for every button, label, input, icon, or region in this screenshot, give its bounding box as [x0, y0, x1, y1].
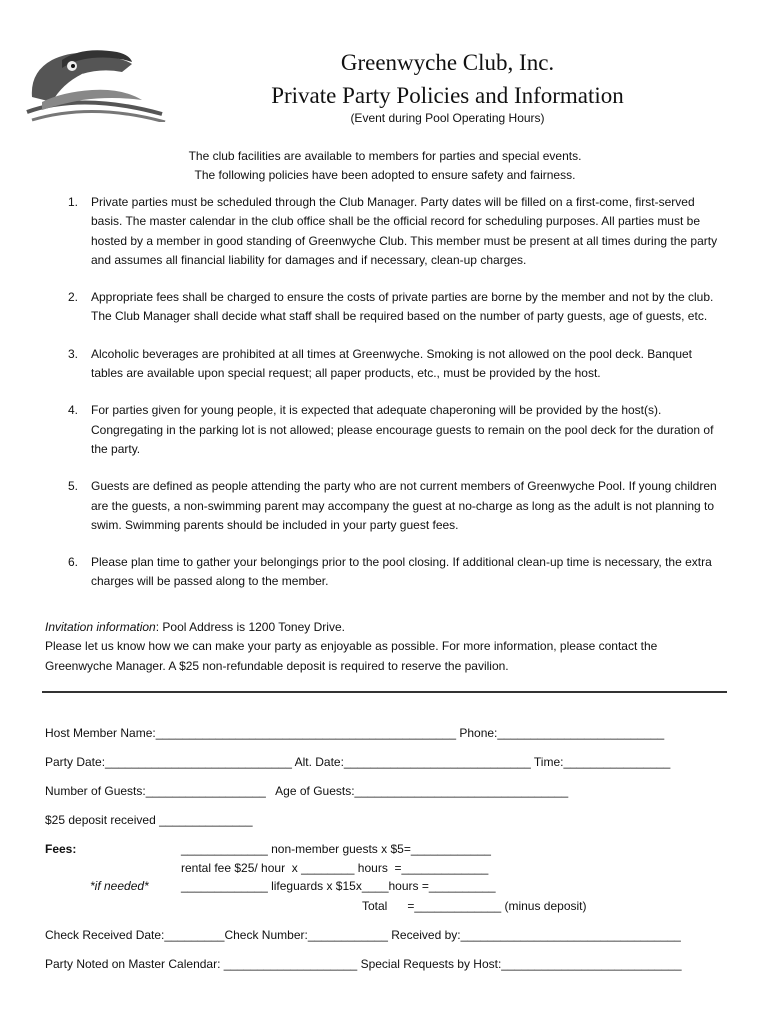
fee-lifeguard-field[interactable]: _____________ lifeguards x $15x____hours =__________: [181, 879, 496, 893]
policy-item: [45, 477, 727, 535]
intro-line-2: The following policies have been adopted to ensure safety and fairness.: [194, 168, 576, 182]
invitation-line-2: Please let us know how we can make your party as enjoyable as possible. For more information, please contact the: [45, 639, 658, 654]
invitation-line-3: Greenwyche Manager. A $25 non-refundable deposit is required to reserve the pavilion.: [45, 658, 509, 673]
policy-number: 1.: [68, 195, 79, 209]
deposit-field[interactable]: $25 deposit received ______________: [45, 813, 253, 827]
invitation-label: Invitation information: [45, 620, 156, 634]
document-title: [0, 46, 770, 112]
fees-label: Fees:: [45, 842, 77, 856]
policy-item: [45, 193, 727, 270]
policy-text: Appropriate fees shall be charged to ensure the costs of private parties are borne by the member and not by the club. The Club Manager shall decide what staff shall be required based on the number of party guests, age of guests, etc.: [91, 290, 714, 324]
guests-field[interactable]: Number of Guests:__________________ Age of Guests:________________________________: [45, 784, 569, 798]
total-field[interactable]: Total =_____________ (minus deposit): [362, 899, 587, 913]
policy-item: [45, 345, 727, 384]
policy-text: Private parties must be scheduled through the Club Manager. Party dates will be filled on a first-come, first-served basis. The master calendar in the club office shall be the official record for scheduling purposes. All parties must be hosted by a member in good standing of Greenwyche Club. This member must be present at all times during the party and assumes all financial liability for damages and if necessary, clean-up charges.: [91, 195, 718, 267]
master-calendar-field[interactable]: Party Noted on Master Calendar: ____________________ Special Requests by Host:___________________________: [45, 957, 682, 971]
divider: [42, 691, 727, 693]
title-line-2: Private Party Policies and Information: [271, 83, 624, 108]
policy-text: Alcoholic beverages are prohibited at all times at Greenwyche. Smoking is not allowed on the pool deck. Banquet tables are available upon special request; all paper products, etc., must be provided by the host.: [91, 346, 693, 381]
policy-text: Guests are defined as people attending the party who are not current members of Greenwyche Pool. If young children are the guests, a non-swimming parent may accompany the guest at no-charge as long as the adult is not planning to swim. Swimming parents should be included in your party guest fees.: [91, 479, 717, 532]
party-date-field[interactable]: Party Date:____________________________ Alt. Date:____________________________ Time:________________: [45, 755, 671, 769]
policy-number: 4.: [68, 403, 79, 418]
policy-number: 2.: [68, 290, 79, 305]
policy-number: 5.: [68, 479, 79, 494]
fee-nonmember-field[interactable]: _____________ non-member guests x $5=____________: [181, 842, 491, 856]
policy-text: Please plan time to gather your belongings prior to the pool closing. If additional clean-up time is necessary, the extra charges will be passed along to the member.: [91, 555, 712, 589]
policy-list: [45, 193, 727, 610]
invitation-info: [45, 618, 735, 676]
policy-item: [45, 288, 727, 327]
policy-number: 3.: [68, 346, 79, 361]
policy-text: For parties given for young people, it is expected that adequate chaperoning will be provided by the host(s). Congregating in the parking lot is not allowed; please encourage guests to remain on the pool deck for the duration of the party.: [91, 403, 714, 456]
intro-text: [0, 147, 770, 185]
policy-item: [45, 401, 727, 459]
host-member-field[interactable]: Host Member Name:_____________________________________________ Phone:_________________________: [45, 726, 665, 740]
invitation-address: : Pool Address is 1200 Toney Drive.: [155, 620, 345, 634]
fee-rental-field[interactable]: rental fee $25/ hour x ________ hours =_____________: [181, 861, 489, 875]
subtitle: (Event during Pool Operating Hours): [350, 111, 545, 125]
check-received-field[interactable]: Check Received Date:_________Check Number:____________ Received by:_________________________________: [45, 928, 681, 942]
if-needed-note: *if needed*: [90, 879, 149, 893]
title-line-1: Greenwyche Club, Inc.: [340, 50, 555, 75]
policy-number: 6.: [68, 555, 79, 570]
policy-item: [45, 553, 727, 592]
intro-line-1: The club facilities are available to members for parties and special events.: [188, 149, 582, 163]
